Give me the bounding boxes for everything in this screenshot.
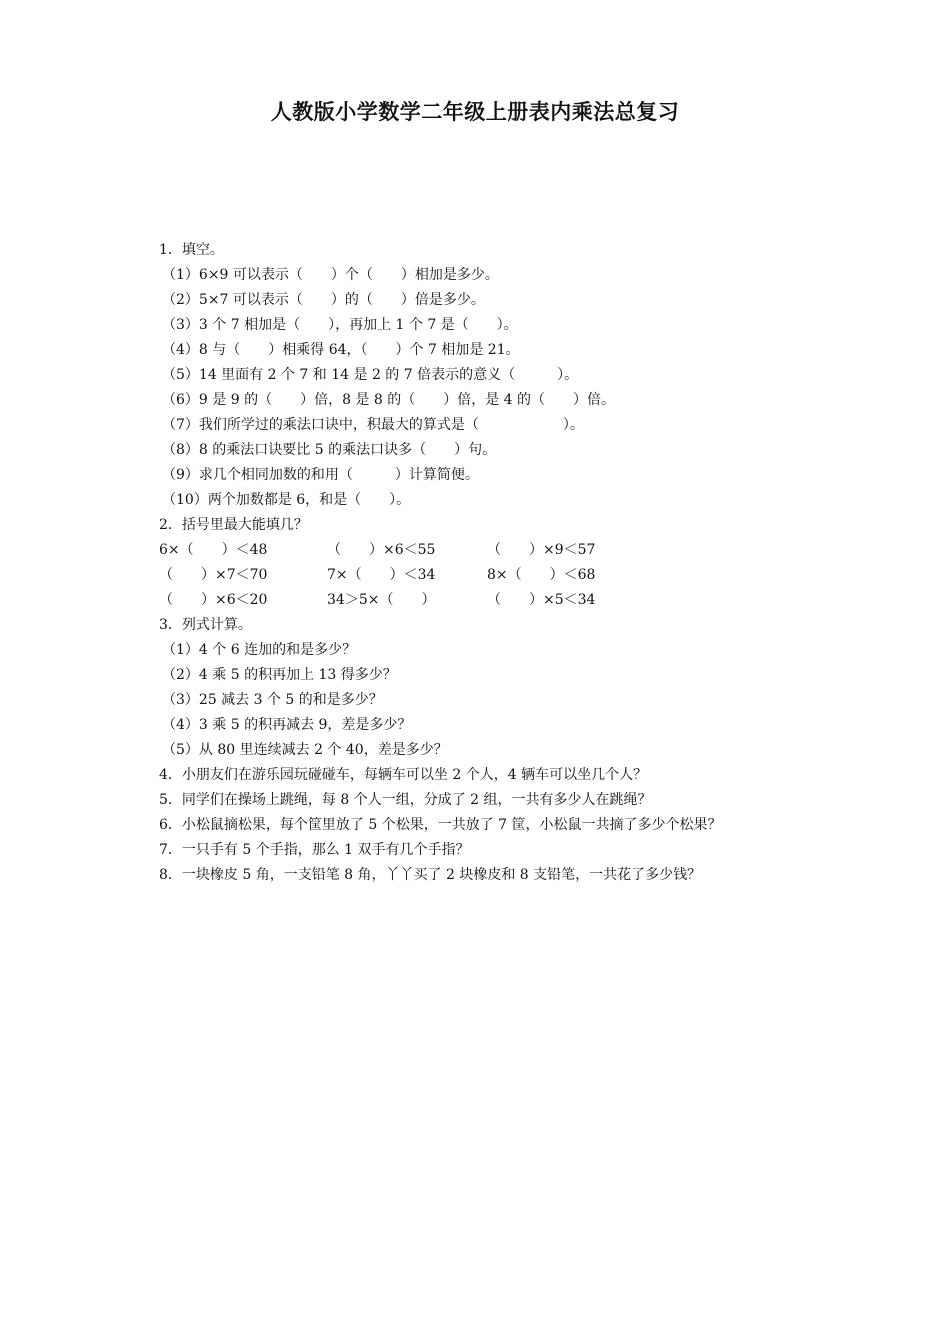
calculation-item-5: （5）从 80 里连续减去 2 个 40，差是多少？ bbox=[162, 742, 448, 758]
inequality-row bbox=[159, 563, 799, 588]
fill-in-item-4: （4）8 与（ ）相乘得 64，（ ）个 7 相加是 21。 bbox=[162, 342, 520, 358]
fill-in-item-9: （9）求几个相同加数的和用（ ）计算简便。 bbox=[162, 467, 479, 483]
inequality-item: 7×（ ）＜34 bbox=[327, 567, 436, 583]
calculation-item-4: （4）3 乘 5 的积再减去 9，差是多少？ bbox=[162, 717, 412, 733]
fill-in-item-10: （10）两个加数都是 6，和是（ ）。 bbox=[162, 492, 411, 508]
word-problem-7: 7．一只手有 5 个手指，那么 1 双手有几个手指？ bbox=[159, 842, 470, 858]
calculation-item-3: （3）25 减去 3 个 5 的和是多少？ bbox=[162, 692, 383, 708]
inequality-item: 34＞5×（ ） bbox=[327, 592, 436, 608]
section-heading-fill-in: 1．填空。 bbox=[159, 242, 224, 258]
fill-in-item-3: （3）3 个 7 相加是（ ），再加上 1 个 7 是（ ）。 bbox=[162, 317, 518, 333]
inequality-item: 8×（ ）＜68 bbox=[487, 567, 596, 583]
fill-in-item-6: （6）9 是 9 的（ ）倍，8 是 8 的（ ）倍，是 4 的（ ）倍。 bbox=[162, 392, 616, 408]
section-heading-max-fill: 2．括号里最大能填几？ bbox=[159, 517, 308, 533]
inequality-item: （ ）×6＜55 bbox=[327, 542, 436, 558]
fill-in-item-8: （8）8 的乘法口诀要比 5 的乘法口诀多（ ）句。 bbox=[162, 442, 497, 458]
document-body bbox=[159, 238, 799, 888]
inequality-row bbox=[159, 538, 799, 563]
word-problem-4: 4．小朋友们在游乐园玩碰碰车，每辆车可以坐 2 个人，4 辆车可以坐几个人？ bbox=[159, 767, 648, 783]
fill-in-item-7: （7）我们所学过的乘法口诀中，积最大的算式是（ ）。 bbox=[162, 417, 584, 433]
inequality-item: （ ）×7＜70 bbox=[159, 567, 268, 583]
calculation-item-2: （2）4 乘 5 的积再加上 13 得多少？ bbox=[162, 667, 397, 683]
section-heading-calculation: 3．列式计算。 bbox=[159, 617, 252, 633]
fill-in-item-1: （1）6×9 可以表示（ ）个（ ）相加是多少。 bbox=[162, 267, 499, 283]
word-problem-5: 5．同学们在操场上跳绳，每 8 个人一组，分成了 2 组，一共有多少人在跳绳？ bbox=[159, 792, 652, 808]
word-problem-6: 6．小松鼠摘松果，每个筐里放了 5 个松果，一共放了 7 筐，小松鼠一共摘了多少个松果？ bbox=[159, 817, 722, 833]
inequality-item: （ ）×5＜34 bbox=[487, 592, 596, 608]
inequality-item: 6×（ ）＜48 bbox=[159, 542, 268, 558]
inequality-item: （ ）×9＜57 bbox=[487, 542, 596, 558]
document-title: 人教版小学数学二年级上册表内乘法总复习 bbox=[270, 100, 680, 124]
fill-in-item-5: （5）14 里面有 2 个 7 和 14 是 2 的 7 倍表示的意义（ ）。 bbox=[162, 367, 579, 383]
calculation-item-1: （1）4 个 6 连加的和是多少？ bbox=[162, 642, 357, 658]
inequality-item: （ ）×6＜20 bbox=[159, 592, 268, 608]
fill-in-item-2: （2）5×7 可以表示（ ）的（ ）倍是多少。 bbox=[162, 292, 485, 308]
word-problem-8: 8．一块橡皮 5 角，一支铅笔 8 角，丫丫买了 2 块橡皮和 8 支铅笔，一共花了多少钱？ bbox=[159, 867, 702, 883]
inequality-row bbox=[159, 588, 799, 613]
